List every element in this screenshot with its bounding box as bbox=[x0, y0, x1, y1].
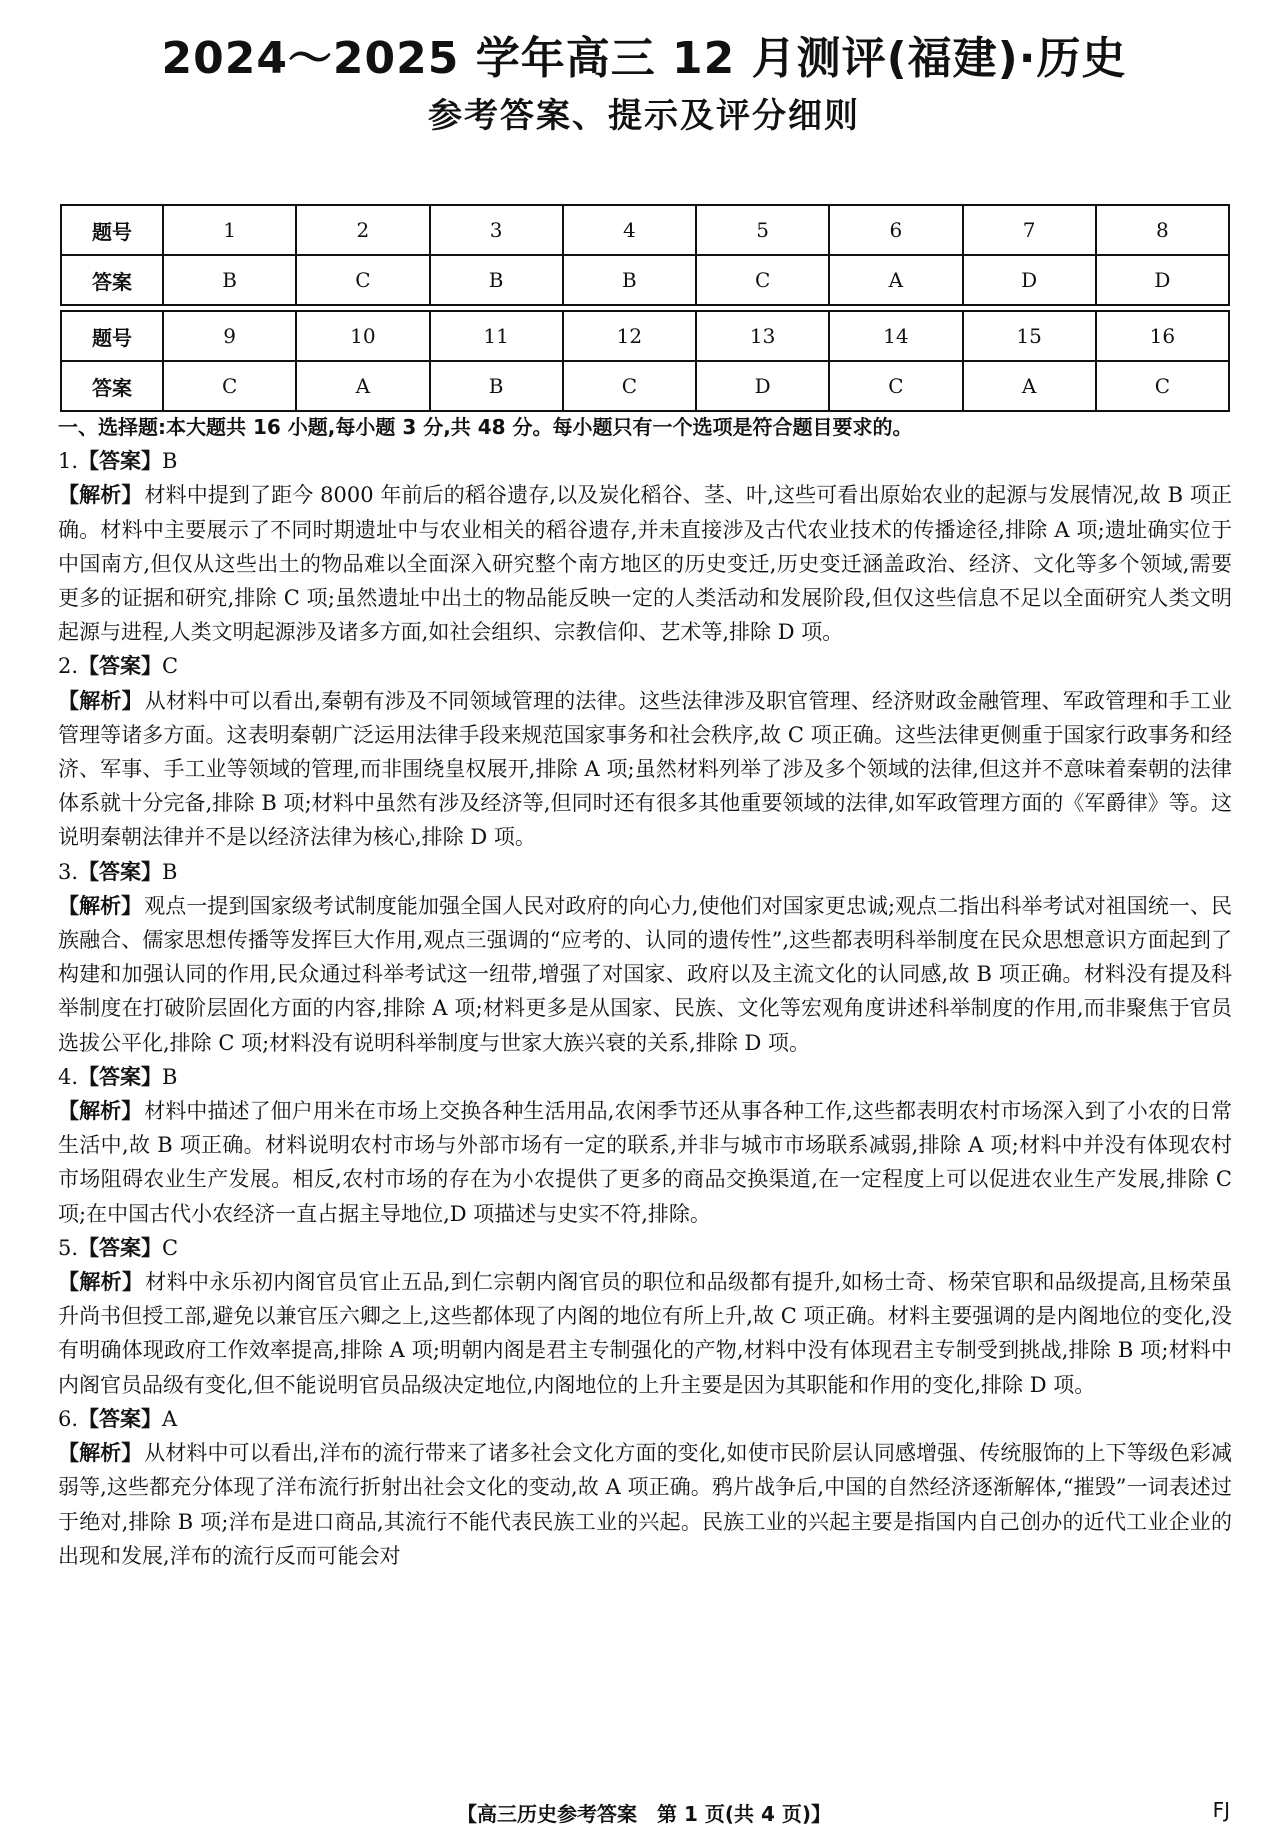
question-number: 2. bbox=[58, 654, 79, 679]
table-cell: 2 bbox=[296, 205, 429, 255]
table-row bbox=[61, 255, 1229, 305]
analysis-tag: 【解析】 bbox=[58, 688, 143, 713]
answer-value: C bbox=[162, 654, 179, 679]
section-heading: 一、选择题:本大题共 16 小题,每小题 3 分,共 48 分。每小题只有一个选项是符合题目要求的。 bbox=[58, 415, 913, 439]
question-number: 4. bbox=[58, 1064, 79, 1089]
answer-value: B bbox=[162, 449, 178, 474]
analysis-text: 材料中永乐初内阁官员官止五品,到仁宗朝内阁官员的职位和品级都有提升,如杨士奇、杨荣官职和品级提高,且杨荣虽升尚书但授工部,避免以兼官压六卿之上,这些都体现了内阁的地位有所上升,故 C 项正确。材料主要强调的是内阁地位的变化,没有明确体现政府工作效率提高,排除 A 项;明朝内阁是君主专制强化的产物,材料中没有体现君主专制受到挑战,排除 B 项;材料中内阁官员品级有变化,但不能说明官员品级决定地位,内阁地位的上升主要是因为其职能和作用的变化,排除 D 项。 bbox=[58, 1270, 1233, 1397]
table-cell: C bbox=[696, 255, 829, 305]
page-subtitle: 参考答案、提示及评分细则 bbox=[428, 96, 860, 136]
table-cell: 15 bbox=[963, 311, 1096, 361]
table-cell: A bbox=[829, 255, 962, 305]
table-cell: D bbox=[1096, 255, 1229, 305]
table-cell: B bbox=[563, 255, 696, 305]
answer-table bbox=[60, 204, 1230, 412]
table-cell: D bbox=[696, 361, 829, 411]
answer-tag: 【答案】 bbox=[78, 654, 163, 679]
table-cell: A bbox=[963, 361, 1096, 411]
question-block bbox=[58, 855, 1232, 1060]
question-number: 5. bbox=[58, 1235, 79, 1260]
answer-value: A bbox=[162, 1406, 178, 1431]
question-answer-line bbox=[58, 855, 1232, 889]
footer-code: FJ bbox=[1212, 1798, 1230, 1822]
table-cell: C bbox=[829, 361, 962, 411]
analysis-tag: 【解析】 bbox=[58, 1270, 144, 1295]
question-block bbox=[58, 1402, 1232, 1573]
table-cell: 4 bbox=[563, 205, 696, 255]
table-row bbox=[61, 205, 1229, 255]
table-cell: B bbox=[163, 255, 296, 305]
answer-tag: 【答案】 bbox=[78, 449, 163, 474]
table-cell: 8 bbox=[1096, 205, 1229, 255]
table-cell: C bbox=[296, 255, 429, 305]
analysis-tag: 【解析】 bbox=[58, 1099, 143, 1124]
question-block bbox=[58, 1231, 1232, 1402]
table-cell: B bbox=[430, 361, 563, 411]
row-label-answer: 答案 bbox=[61, 255, 163, 305]
question-block bbox=[58, 1060, 1232, 1231]
table-cell: 11 bbox=[430, 311, 563, 361]
answer-tag: 【答案】 bbox=[78, 1235, 163, 1260]
table-cell: 16 bbox=[1096, 311, 1229, 361]
answer-explanations bbox=[58, 410, 1232, 1573]
row-label-answer: 答案 bbox=[61, 361, 163, 411]
analysis-paragraph bbox=[58, 1094, 1232, 1231]
footer-text: 【高三历史参考答案 第 1 页(共 4 页)】 bbox=[457, 1802, 831, 1826]
table-cell: 7 bbox=[963, 205, 1096, 255]
table-cell: 3 bbox=[430, 205, 563, 255]
page-footer bbox=[0, 1798, 1288, 1827]
question-answer-line bbox=[58, 1402, 1232, 1436]
answer-value: B bbox=[162, 1064, 178, 1089]
question-number: 1. bbox=[58, 449, 79, 474]
table-cell: C bbox=[1096, 361, 1229, 411]
answer-tag: 【答案】 bbox=[78, 859, 163, 884]
answer-value: B bbox=[162, 859, 178, 884]
question-answer-line bbox=[58, 1231, 1232, 1265]
table-cell: 6 bbox=[829, 205, 962, 255]
question-answer-line bbox=[58, 1060, 1232, 1094]
page-title: 2024～2025 学年高三 12 月测评(福建)·历史 bbox=[161, 33, 1127, 84]
analysis-tag: 【解析】 bbox=[58, 893, 143, 918]
table-cell: 13 bbox=[696, 311, 829, 361]
question-answer-line bbox=[58, 444, 1232, 478]
question-block bbox=[58, 444, 1232, 649]
analysis-text: 观点一提到国家级考试制度能加强全国人民对政府的向心力,使他们对国家更忠诚;观点二指出科举考试对祖国统一、民族融合、儒家思想传播等发挥巨大作用,观点三强调的“应考的、认同的遗传性”,这些都表明科举制度在民众思想意识方面起到了构建和加强认同的作用,民众通过科举考试这一纽带,增强了对国家、政府以及主流文化的认同感,故 B 项正确。材料没有提及科举制度在打破阶层固化方面的内容,排除 A 项;材料更多是从国家、民族、文化等宏观角度讲述科举制度的作用,而非聚焦于官员选拔公平化,排除 C 项;材料没有说明科举制度与世家大族兴衰的关系,排除 D 项。 bbox=[58, 893, 1232, 1055]
row-label-question-number: 题号 bbox=[61, 311, 163, 361]
question-answer-line bbox=[58, 649, 1232, 683]
analysis-tag: 【解析】 bbox=[58, 483, 143, 508]
table-cell: C bbox=[163, 361, 296, 411]
table-cell: 5 bbox=[696, 205, 829, 255]
answer-value: C bbox=[162, 1235, 179, 1260]
table-cell: 10 bbox=[296, 311, 429, 361]
question-block bbox=[58, 649, 1232, 854]
analysis-paragraph bbox=[58, 1265, 1232, 1402]
table-cell: D bbox=[963, 255, 1096, 305]
table-cell: A bbox=[296, 361, 429, 411]
analysis-paragraph bbox=[58, 478, 1232, 649]
analysis-text: 从材料中可以看出,秦朝有涉及不同领域管理的法律。这些法律涉及职官管理、经济财政金融管理、军政管理和手工业管理等诸多方面。这表明秦朝广泛运用法律手段来规范国家事务和社会秩序,故 C 项正确。这些法律更侧重于国家行政事务和经济、军事、手工业等领域的管理,而非围绕皇权展开,排除 A 项;虽然材料列举了涉及多个领域的法律,但这并不意味着秦朝的法律体系就十分完备,排除 B 项;材料中虽然有涉及经济等,但同时还有很多其他重要领域的法律,如军政管理方面的《军爵律》等。这说明秦朝法律并不是以经济法律为核心,排除 D 项。 bbox=[58, 688, 1233, 850]
analysis-paragraph bbox=[58, 684, 1232, 855]
table-cell: 1 bbox=[163, 205, 296, 255]
table-cell: 9 bbox=[163, 311, 296, 361]
analysis-text: 从材料中可以看出,洋布的流行带来了诸多社会文化方面的变化,如使市民阶层认同感增强、传统服饰的上下等级色彩减弱等,这些都充分体现了洋布流行折射出社会文化的变动,故 A 项正确。鸦片战争后,中国的自然经济逐渐解体,“摧毁”一词表述过于绝对,排除 B 项;洋布是进口商品,其流行不能代表民族工业的兴起。民族工业的兴起主要是指国内自己创办的近代工业企业的出现和发展,洋布的流行反而可能会对 bbox=[58, 1441, 1232, 1568]
answer-tag: 【答案】 bbox=[78, 1064, 163, 1089]
question-number: 3. bbox=[58, 859, 79, 884]
table-row bbox=[61, 311, 1229, 361]
table-row bbox=[61, 361, 1229, 411]
table-cell: B bbox=[430, 255, 563, 305]
analysis-text: 材料中提到了距今 8000 年前后的稻谷遗存,以及炭化稻谷、茎、叶,这些可看出原始农业的起源与发展情况,故 B 项正确。材料中主要展示了不同时期遗址中与农业相关的稻谷遗存,并未直接涉及古代农业技术的传播途径,排除 A 项;遗址确实位于中国南方,但仅从这些出土的物品难以全面深入研究整个南方地区的历史变迁,历史变迁涵盖政治、经济、文化等多个领域,需要更多的证据和研究,排除 C 项;虽然遗址中出土的物品能反映一定的人类活动和发展阶段,但仅这些信息不足以全面研究人类文明起源与进程,人类文明起源涉及诸多方面,如社会组织、宗教信仰、艺术等,排除 D 项。 bbox=[58, 483, 1233, 645]
table-cell: 12 bbox=[563, 311, 696, 361]
table-cell: C bbox=[563, 361, 696, 411]
table-cell: 14 bbox=[829, 311, 962, 361]
analysis-tag: 【解析】 bbox=[58, 1441, 143, 1466]
analysis-text: 材料中描述了佃户用米在市场上交换各种生活用品,农闲季节还从事各种工作,这些都表明农村市场深入到了小农的日常生活中,故 B 项正确。材料说明农村市场与外部市场有一定的联系,并非与城市市场联系减弱,排除 A 项;材料中并没有体现农村市场阻碍农业生产发展。相反,农村市场的存在为小农提供了更多的商品交换渠道,在一定程度上可以促进农业生产发展,排除 C 项;在中国古代小农经济一直占据主导地位,D 项描述与史实不符,排除。 bbox=[58, 1099, 1232, 1226]
analysis-paragraph bbox=[58, 1436, 1232, 1573]
row-label-question-number: 题号 bbox=[61, 205, 163, 255]
analysis-paragraph bbox=[58, 889, 1232, 1060]
question-number: 6. bbox=[58, 1406, 79, 1431]
answer-tag: 【答案】 bbox=[78, 1406, 163, 1431]
